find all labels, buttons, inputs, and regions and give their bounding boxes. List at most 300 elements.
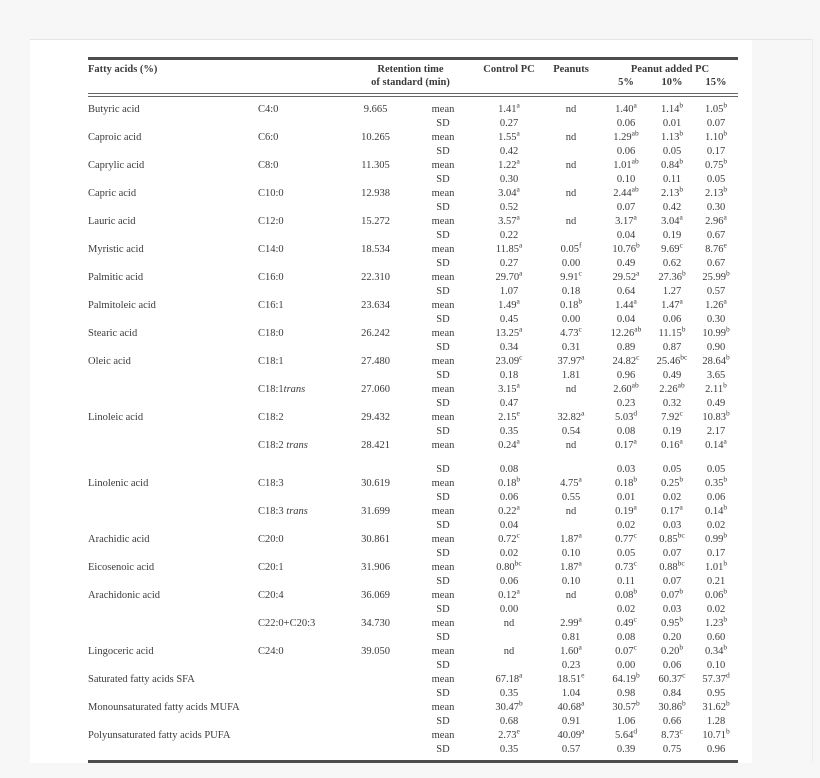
mean-value: nd: [565, 216, 577, 227]
sd-value: 0.07: [662, 576, 682, 587]
sd-value: 0.64: [616, 286, 636, 297]
mean-value: 0.20$^b$: [660, 642, 684, 657]
mean-value: 1.55$^a$: [498, 128, 520, 143]
carbon-code: C4:0: [258, 104, 279, 115]
mean-value: 30.57$^b$: [612, 698, 640, 713]
mean-value: 8.76e: [705, 240, 727, 255]
mean-value: 3.15$^a$: [498, 380, 520, 395]
significance-superscript: a: [578, 558, 582, 568]
mean-value: 1.10$^b$: [704, 128, 728, 143]
fatty-acid-name: Lauric acid: [88, 216, 136, 227]
mean-value: 23.09$^c$: [495, 352, 523, 367]
fatty-acid-name: Capric acid: [88, 188, 137, 199]
sd-value: 0.00: [499, 604, 519, 615]
significance-superscript: ab: [631, 156, 639, 166]
fatty-acid-name: Lingoceric acid: [88, 646, 154, 657]
sd-value: 0.00: [561, 314, 581, 325]
mean-value: 0.22$^a$: [498, 502, 520, 517]
sd-value: 0.95: [706, 688, 726, 699]
carbon-code: C22:0+C20:3: [258, 618, 316, 629]
significance-superscript: b: [725, 408, 730, 418]
retention-time-value: 36.069: [361, 590, 390, 601]
significance-superscript: d: [633, 726, 638, 736]
stat-label-mean: mean: [431, 440, 455, 451]
header-15-percent: 15%: [705, 77, 727, 88]
mean-value: nd: [503, 646, 515, 657]
sd-value: 0.02: [499, 548, 519, 559]
mean-value: 4.73$^c$: [560, 324, 582, 339]
mean-value: 18.51e: [557, 670, 585, 685]
sd-value: 0.00: [616, 660, 636, 671]
stat-label-mean: mean: [431, 244, 455, 255]
mean-value: 0.12$^a$: [498, 586, 520, 601]
significance-superscript: b: [635, 698, 640, 708]
carbon-code: C18:1trans: [258, 384, 306, 395]
sd-value: 0.01: [662, 118, 682, 129]
mean-value: 0.99$^b$: [704, 530, 728, 545]
sd-value: 0.90: [706, 342, 726, 353]
sd-value: 0.06: [662, 660, 682, 671]
stat-label-mean: mean: [431, 188, 455, 199]
mean-value: 2.11$^b$: [705, 380, 727, 395]
table-row: [88, 436, 738, 453]
sd-value: 0.18: [561, 286, 581, 297]
carbon-code: C8:0: [258, 160, 279, 171]
carbon-code: C6:0: [258, 132, 279, 143]
sd-value: 0.75: [662, 744, 682, 755]
mean-value: 9.91$^c$: [560, 268, 582, 283]
sd-value: 0.60: [706, 632, 726, 643]
significance-superscript: d: [725, 670, 730, 680]
fatty-acid-name: Caprylic acid: [88, 160, 145, 171]
sd-value: 0.57: [561, 744, 581, 755]
stat-label-sd: SD: [436, 426, 450, 437]
sd-value: 1.07: [499, 286, 519, 297]
sd-value: 0.05: [616, 548, 636, 559]
mean-value: 0.05$^f$: [560, 240, 582, 255]
mean-value: 30.47$^b$: [495, 698, 523, 713]
significance-superscript: a: [723, 212, 727, 222]
mean-value: 5.64$^d$: [614, 726, 638, 741]
significance-superscript: a: [516, 296, 520, 306]
table-header: [88, 57, 738, 97]
mean-value: 40.09$^a$: [557, 726, 585, 741]
significance-superscript: c: [633, 614, 637, 624]
trans-isomer-label: trans: [283, 384, 306, 395]
sd-value: 0.35: [499, 426, 519, 437]
table-body: [88, 97, 738, 763]
sd-value: 0.05: [706, 464, 726, 475]
scanned-document-page: [30, 40, 752, 763]
mean-value: 3.04$^a$: [498, 184, 520, 199]
fatty-acid-name: Saturated fatty acids SFA: [88, 674, 195, 685]
significance-superscript: a: [633, 100, 637, 110]
significance-superscript: b: [725, 268, 730, 278]
fatty-acid-name: Palmitic acid: [88, 272, 144, 283]
sd-value: 0.11: [663, 174, 681, 185]
sd-value: 0.06: [499, 576, 519, 587]
table-row: [88, 698, 738, 715]
significance-superscript: b: [723, 614, 728, 624]
header-10-percent: 10%: [661, 77, 683, 88]
sd-value: 0.23: [616, 398, 636, 409]
mean-value: 2.99$^a$: [560, 614, 582, 629]
significance-superscript: b: [723, 100, 728, 110]
table-row: [88, 715, 738, 729]
sd-value: 0.03: [662, 520, 682, 531]
sd-value: 0.07: [706, 118, 726, 129]
carbon-code: C18:2: [258, 412, 284, 423]
mean-value: 67.18$^a$: [495, 670, 523, 685]
sd-value: 0.01: [616, 492, 636, 503]
table-row: [88, 743, 738, 757]
stat-label-mean: mean: [431, 132, 455, 143]
mean-value: 24.82$^c$: [612, 352, 640, 367]
table-row: [88, 463, 738, 477]
sd-value: 0.17: [706, 548, 726, 559]
mean-value: 2.96$^a$: [705, 212, 727, 227]
significance-superscript: b: [633, 474, 638, 484]
significance-superscript: a: [581, 726, 585, 736]
stat-label-sd: SD: [436, 604, 450, 615]
retention-time-value: 30.861: [361, 534, 390, 545]
sd-value: 0.04: [616, 314, 636, 325]
sd-value: 0.10: [561, 548, 581, 559]
significance-superscript: a: [581, 698, 585, 708]
significance-superscript: b: [578, 296, 583, 306]
sd-value: 3.65: [706, 370, 726, 381]
mean-value: 37.97$^a$: [557, 352, 585, 367]
significance-superscript: b: [723, 586, 728, 596]
significance-superscript: a: [633, 296, 637, 306]
mean-value: 5.03$^d$: [614, 408, 638, 423]
fatty-acid-name: Oleic acid: [88, 356, 131, 367]
stat-label-sd: SD: [436, 370, 450, 381]
table-row: [88, 145, 738, 159]
sd-value: 0.67: [706, 230, 726, 241]
significance-superscript: a: [633, 436, 637, 446]
retention-time-value: 27.060: [361, 384, 390, 395]
stat-label-mean: mean: [431, 272, 455, 283]
table-row: [88, 502, 738, 519]
mean-value: 0.17$^a$: [615, 436, 637, 451]
mean-value: 0.34$^b$: [704, 642, 728, 657]
mean-value: 10.71$^b$: [702, 726, 730, 741]
significance-superscript: b: [679, 586, 684, 596]
sd-value: 0.17: [706, 146, 726, 157]
mean-value: nd: [565, 590, 577, 601]
table-row: [88, 631, 738, 645]
table-row: [88, 352, 738, 369]
significance-superscript: b: [635, 670, 640, 680]
significance-superscript: ab: [677, 380, 685, 390]
sd-value: 0.87: [662, 342, 682, 353]
stat-label-mean: mean: [431, 646, 455, 657]
mean-value: 1.29$^{ab}$: [613, 128, 639, 143]
stat-label-sd: SD: [436, 398, 450, 409]
sd-value: 0.10: [616, 174, 636, 185]
significance-superscript: b: [633, 586, 638, 596]
mean-value: nd: [565, 160, 577, 171]
stat-label-sd: SD: [436, 688, 450, 699]
retention-time-value: 39.050: [361, 646, 390, 657]
mean-value: 10.99$^b$: [702, 324, 730, 339]
mean-value: 2.26$^{ab}$: [659, 380, 685, 395]
stat-label-sd: SD: [436, 174, 450, 185]
mean-value: 1.22$^a$: [498, 156, 520, 171]
significance-superscript: b: [679, 156, 684, 166]
header-control-pc: Control PC: [483, 64, 535, 75]
stat-label-sd: SD: [436, 660, 450, 671]
carbon-code: C16:1: [258, 300, 284, 311]
sd-value: 0.19: [662, 426, 682, 437]
carbon-code: C20:1: [258, 562, 284, 573]
mean-value: 1.01$^b$: [704, 558, 728, 573]
table-row: [88, 117, 738, 131]
significance-superscript: c: [682, 670, 686, 680]
stat-label-mean: mean: [431, 674, 455, 685]
sd-value: 0.07: [662, 548, 682, 559]
mean-value: 1.49$^a$: [498, 296, 520, 311]
table-row: [88, 558, 738, 575]
significance-superscript: b: [725, 352, 730, 362]
fatty-acid-name: Linolenic acid: [88, 478, 149, 489]
significance-superscript: a: [578, 614, 582, 624]
mean-value: 0.14$^b$: [704, 502, 728, 517]
significance-superscript: a: [519, 324, 523, 334]
sd-value: 0.89: [616, 342, 636, 353]
table-row: [88, 100, 738, 117]
significance-superscript: b: [723, 642, 728, 652]
mean-value: nd: [565, 384, 577, 395]
table-row: [88, 212, 738, 229]
significance-superscript: b: [635, 240, 640, 250]
sd-value: 0.96: [706, 744, 726, 755]
stat-label-mean: mean: [431, 300, 455, 311]
retention-time-value: 27.480: [361, 356, 390, 367]
significance-superscript: a: [679, 212, 683, 222]
mean-value: nd: [565, 506, 577, 517]
sd-value: 0.05: [662, 146, 682, 157]
sd-value: 0.06: [616, 118, 636, 129]
significance-superscript: a: [516, 436, 520, 446]
table-row: [88, 173, 738, 187]
sd-value: 0.10: [561, 576, 581, 587]
stat-label-sd: SD: [436, 258, 450, 269]
header-5-percent: 5%: [618, 77, 634, 88]
mean-value: 1.41$^a$: [498, 100, 520, 115]
carbon-code: C12:0: [258, 216, 284, 227]
stat-label-sd: SD: [436, 716, 450, 727]
stat-label-sd: SD: [436, 314, 450, 325]
significance-superscript: a: [723, 296, 727, 306]
carbon-code: C18:3: [258, 478, 284, 489]
significance-superscript: b: [723, 156, 728, 166]
sd-value: 0.98: [616, 688, 636, 699]
stat-label-mean: mean: [431, 534, 455, 545]
significance-superscript: a: [516, 380, 520, 390]
sd-value: 1.27: [662, 286, 682, 297]
sd-value: 0.52: [499, 202, 519, 213]
sd-value: 0.03: [662, 604, 682, 615]
mean-value: nd: [565, 132, 577, 143]
significance-superscript: c: [519, 352, 523, 362]
significance-superscript: bc: [680, 352, 688, 362]
mean-value: 0.06$^b$: [704, 586, 728, 601]
mean-value: 1.01$^{ab}$: [613, 156, 639, 171]
stat-label-mean: mean: [431, 160, 455, 171]
mean-value: 12.26$^{ab}$: [610, 324, 642, 339]
significance-superscript: a: [516, 128, 520, 138]
sd-value: 0.05: [662, 464, 682, 475]
significance-superscript: b: [679, 614, 684, 624]
sd-value: 0.47: [499, 398, 519, 409]
carbon-code: C16:0: [258, 272, 284, 283]
significance-superscript: b: [723, 380, 727, 390]
mean-value: 10.83$^b$: [702, 408, 730, 423]
significance-superscript: b: [723, 558, 728, 568]
mean-value: 10.76$^b$: [612, 240, 640, 255]
table-row: [88, 726, 738, 743]
table-row: [88, 257, 738, 271]
sd-value: 0.07: [616, 202, 636, 213]
stat-label-sd: SD: [436, 146, 450, 157]
mean-value: 3.04$^a$: [661, 212, 683, 227]
fatty-acids-table: [88, 57, 738, 763]
header-fatty-acids: Fatty acids (%): [88, 64, 158, 75]
sd-value: 0.30: [706, 314, 726, 325]
significance-superscript: a: [679, 296, 683, 306]
stat-label-mean: mean: [431, 506, 455, 517]
significance-superscript: a: [581, 352, 585, 362]
retention-time-value: 26.242: [361, 328, 390, 339]
trans-isomer-label: trans: [286, 440, 308, 451]
fatty-acid-name: Stearic acid: [88, 328, 138, 339]
mean-value: 0.95$^b$: [660, 614, 684, 629]
mean-value: nd: [565, 104, 577, 115]
stat-label-sd: SD: [436, 118, 450, 129]
table-row: [88, 184, 738, 201]
sd-value: 0.08: [499, 464, 519, 475]
sd-value: 0.21: [706, 576, 726, 587]
table-row: [88, 575, 738, 589]
mean-value: 0.24$^a$: [498, 436, 520, 451]
carbon-code: C18:0: [258, 328, 284, 339]
mean-value: 27.36$^b$: [658, 268, 686, 283]
stat-label-mean: mean: [431, 702, 455, 713]
table-row: [88, 474, 738, 491]
sd-value: 0.68: [499, 716, 519, 727]
mean-value: 0.49$^c$: [615, 614, 637, 629]
header-retention-line2: of standard (min): [371, 77, 450, 88]
table-row: [88, 425, 738, 439]
sd-value: 0.02: [706, 520, 726, 531]
table-row: [88, 519, 738, 533]
significance-superscript: b: [679, 642, 684, 652]
retention-time-value: 12.938: [361, 188, 390, 199]
sd-value: 0.04: [499, 520, 519, 531]
sd-value: 0.62: [662, 258, 682, 269]
retention-time-value: 29.432: [361, 412, 390, 423]
sd-value: 0.32: [662, 398, 682, 409]
table-row: [88, 285, 738, 299]
significance-superscript: b: [681, 698, 686, 708]
mean-value: 25.46$^{bc}$: [656, 352, 688, 367]
mean-value: 40.68$^a$: [557, 698, 585, 713]
stat-label-sd: SD: [436, 576, 450, 587]
table-row: [88, 603, 738, 617]
significance-superscript: a: [581, 408, 585, 418]
mean-value: 3.17$^a$: [615, 212, 637, 227]
table-row: [88, 687, 738, 701]
significance-superscript: b: [723, 530, 728, 540]
mean-value: 0.75$^b$: [704, 156, 728, 171]
mean-value: 28.64$^b$: [702, 352, 730, 367]
retention-time-value: 9.665: [363, 104, 388, 115]
mean-value: 1.05$^b$: [704, 100, 728, 115]
significance-superscript: bc: [677, 558, 685, 568]
table-row: [88, 659, 738, 673]
fatty-acid-name: Polyunsaturated fatty acids PUFA: [88, 730, 231, 741]
mean-value: 1.87$^a$: [560, 530, 582, 545]
sd-value: 0.22: [499, 230, 519, 241]
mean-value: 0.14$^a$: [705, 436, 727, 451]
significance-superscript: c: [578, 324, 582, 334]
table-row: [88, 156, 738, 173]
mean-value: 0.25$^b$: [660, 474, 684, 489]
retention-time-value: 23.634: [361, 300, 390, 311]
sd-value: 1.04: [561, 688, 581, 699]
sd-value: 0.42: [499, 146, 519, 157]
trans-isomer-label: trans: [286, 506, 308, 517]
retention-time-value: 15.272: [361, 216, 390, 227]
sd-value: 0.27: [499, 258, 519, 269]
sd-value: 0.19: [662, 230, 682, 241]
significance-superscript: c: [516, 530, 520, 540]
significance-superscript: a: [679, 502, 683, 512]
stat-label-sd: SD: [436, 520, 450, 531]
significance-superscript: a: [516, 502, 520, 512]
sd-value: 0.10: [706, 660, 726, 671]
table-row: [88, 341, 738, 355]
sd-value: 0.02: [616, 604, 636, 615]
sd-value: 0.02: [616, 520, 636, 531]
significance-superscript: c: [633, 558, 637, 568]
mean-value: 2.73e: [498, 726, 520, 741]
significance-superscript: c: [679, 408, 683, 418]
mean-value: nd: [565, 440, 577, 451]
sd-value: 0.96: [616, 370, 636, 381]
stat-label-mean: mean: [431, 590, 455, 601]
mean-value: 11.85$^a$: [495, 240, 523, 255]
significance-superscript: ab: [631, 184, 639, 194]
significance-superscript: b: [723, 184, 728, 194]
mean-value: 0.80$^{bc}$: [496, 558, 522, 573]
sd-value: 1.81: [561, 370, 581, 381]
mean-value: 31.62$^b$: [702, 698, 730, 713]
significance-superscript: e: [723, 240, 727, 250]
table-row: [88, 530, 738, 547]
mean-value: 0.07$^b$: [660, 586, 684, 601]
sd-value: 1.06: [616, 716, 636, 727]
sd-value: 0.35: [499, 688, 519, 699]
sd-value: 0.84: [662, 688, 682, 699]
sd-value: 0.30: [706, 202, 726, 213]
carbon-code: C24:0: [258, 646, 284, 657]
significance-superscript: a: [578, 530, 582, 540]
table-row: [88, 614, 738, 631]
mean-value: 1.23$^b$: [704, 614, 728, 629]
